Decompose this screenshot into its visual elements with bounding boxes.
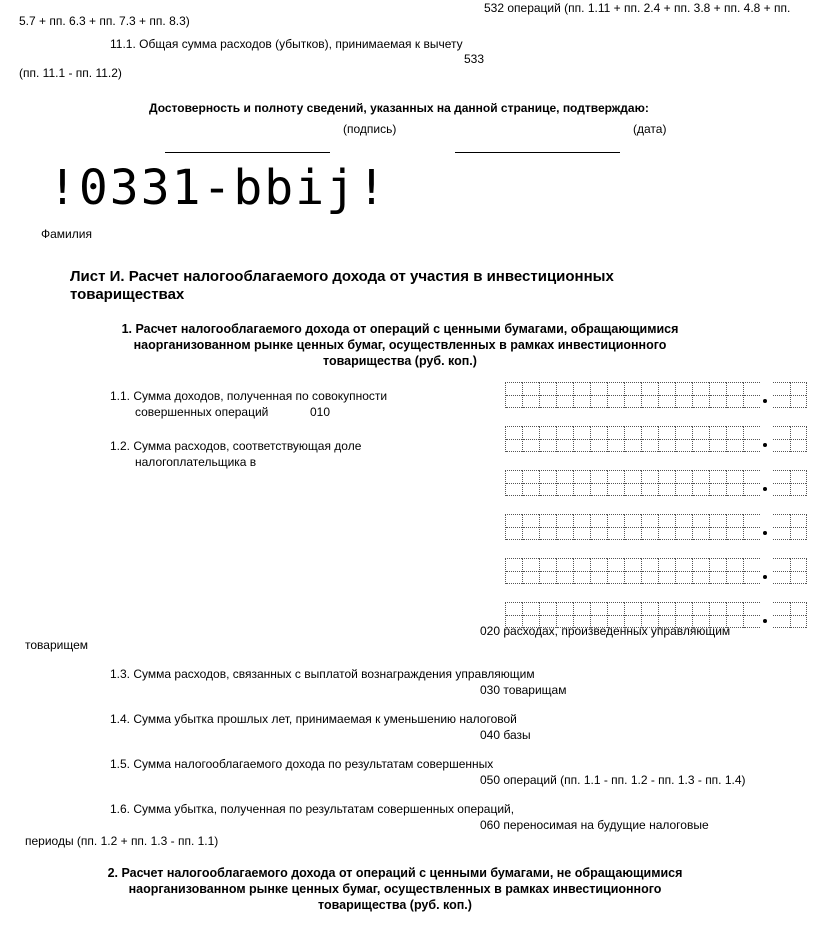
sheet-title [70, 268, 614, 304]
digit-cell[interactable] [624, 426, 641, 452]
digit-cell[interactable] [573, 382, 590, 408]
digit-cell[interactable] [743, 602, 760, 628]
digit-cell[interactable] [658, 558, 675, 584]
code-533: 533 [464, 52, 485, 66]
decimal-point [763, 575, 767, 579]
digit-cell[interactable] [607, 426, 624, 452]
field-040[interactable] [505, 514, 816, 540]
digit-cell[interactable] [607, 382, 624, 408]
digit-cell[interactable] [692, 382, 709, 408]
digit-cell[interactable] [773, 382, 790, 408]
digit-cell[interactable] [607, 470, 624, 496]
item-040-text: 040 базы [480, 728, 531, 742]
digit-cell[interactable] [773, 602, 790, 628]
digit-cell[interactable] [743, 470, 760, 496]
confirmation-statement: Достоверность и полноту сведений, указанных на данной странице, подтверждаю: [149, 101, 649, 115]
field-030[interactable] [505, 470, 816, 496]
section-2-title [90, 865, 700, 913]
digit-cell[interactable] [709, 382, 726, 408]
digit-cell[interactable] [641, 558, 658, 584]
digit-cell[interactable] [641, 426, 658, 452]
date-line[interactable] [455, 152, 620, 153]
code-010: 010 [310, 405, 331, 419]
digit-cell[interactable] [790, 426, 807, 452]
digit-cell[interactable] [692, 514, 709, 540]
digit-cell[interactable] [726, 514, 743, 540]
digit-cell[interactable] [726, 382, 743, 408]
digit-cell[interactable] [773, 470, 790, 496]
decimal-point [763, 443, 767, 447]
digit-cell[interactable] [692, 470, 709, 496]
digit-cell[interactable] [522, 514, 539, 540]
digit-cell[interactable] [658, 382, 675, 408]
digit-cell[interactable] [522, 470, 539, 496]
digit-cell[interactable] [773, 514, 790, 540]
digit-cell[interactable] [675, 514, 692, 540]
field-020[interactable] [505, 426, 816, 452]
digit-cell[interactable] [590, 382, 607, 408]
digit-cell[interactable] [556, 470, 573, 496]
item-532-text: 532 операций (пп. 1.11 + пп. 2.4 + пп. 3.8 + пп. 4.8 + пп. [484, 1, 791, 15]
digit-cell[interactable] [709, 426, 726, 452]
digit-cell[interactable] [573, 426, 590, 452]
item-1-1-line1: 1.1. Сумма доходов, полученная по совокупности [110, 389, 388, 403]
digit-cell[interactable] [505, 558, 522, 584]
digit-cell[interactable] [556, 426, 573, 452]
digit-cell[interactable] [590, 470, 607, 496]
section-2-title-line3: товарищества (руб. коп.) [318, 898, 472, 912]
digit-cell[interactable] [743, 426, 760, 452]
digit-cell[interactable] [726, 558, 743, 584]
digit-cell[interactable] [624, 382, 641, 408]
item-11-1-text: 11.1. Общая сумма расходов (убытков), принимаемая к вычету [110, 37, 463, 51]
digit-cell[interactable] [675, 470, 692, 496]
item-1-4-text: 1.4. Сумма убытка прошлых лет, принимаемая к уменьшению налоговой [110, 712, 517, 726]
signature-label: (подпись) [343, 122, 397, 136]
digit-cell[interactable] [573, 514, 590, 540]
digit-cell[interactable] [641, 382, 658, 408]
section-1-title-line3: товарищества (руб. коп.) [323, 354, 477, 368]
digit-cell[interactable] [773, 558, 790, 584]
digit-cell[interactable] [675, 382, 692, 408]
digit-cell[interactable] [522, 426, 539, 452]
item-532-continuation: 5.7 + пп. 6.3 + пп. 7.3 + пп. 8.3) [19, 14, 190, 28]
digit-cell[interactable] [743, 558, 760, 584]
item-050-text: 050 операций (пп. 1.1 - пп. 1.2 - пп. 1.3 - пп. 1.4) [480, 773, 746, 787]
digit-cell[interactable] [790, 558, 807, 584]
section-2-title-line2: наорганизованном рынке ценных бумаг, осуществленных в рамках инвестиционного [128, 882, 662, 896]
digit-cell[interactable] [539, 558, 556, 584]
digit-cell[interactable] [692, 558, 709, 584]
digit-cell[interactable] [573, 558, 590, 584]
digit-cell[interactable] [743, 382, 760, 408]
digit-cell[interactable] [709, 514, 726, 540]
digit-cell[interactable] [692, 426, 709, 452]
decimal-point [763, 619, 767, 623]
item-1-6-text: 1.6. Сумма убытка, полученная по результатам совершенных операций, [110, 802, 515, 816]
decimal-point [763, 531, 767, 535]
digit-cell[interactable] [607, 514, 624, 540]
item-1-3-text: 1.3. Сумма расходов, связанных с выплатой вознаграждения управляющим [110, 667, 535, 681]
digit-cell[interactable] [522, 382, 539, 408]
item-1-1-line2: совершенных операций [135, 405, 269, 419]
digit-cell[interactable] [522, 558, 539, 584]
digit-cell[interactable] [709, 470, 726, 496]
digit-cell[interactable] [641, 470, 658, 496]
digit-cell[interactable] [743, 514, 760, 540]
digit-cell[interactable] [539, 426, 556, 452]
section-1-title-line1: 1. Расчет налогооблагаемого дохода от операций с ценными бумагами, обращающимися [121, 322, 679, 336]
surname-label: Фамилия [41, 227, 92, 241]
item-060-text: 060 переносимая на будущие налоговые [480, 818, 709, 832]
digit-cell[interactable] [505, 426, 522, 452]
signature-line[interactable] [165, 152, 330, 153]
item-020-text: 020 расходах, произведенных управляющим [480, 624, 731, 638]
digit-cell[interactable] [709, 558, 726, 584]
item-060-continuation: периоды (пп. 1.2 + пп. 1.3 - пп. 1.1) [25, 834, 219, 848]
digit-cell[interactable] [556, 382, 573, 408]
digit-cell[interactable] [539, 514, 556, 540]
digit-cell[interactable] [675, 426, 692, 452]
item-1-5-text: 1.5. Сумма налогооблагаемого дохода по результатам совершенных [110, 757, 494, 771]
digit-cell[interactable] [556, 514, 573, 540]
digit-cell[interactable] [790, 602, 807, 628]
section-2-title-line1: 2. Расчет налогооблагаемого дохода от операций с ценными бумагами, не обращающимися [107, 866, 683, 880]
digit-cell[interactable] [726, 426, 743, 452]
sheet-title-line1: Лист И. Расчет налогооблагаемого дохода от участия в инвестиционных [70, 268, 614, 285]
digit-cell[interactable] [726, 470, 743, 496]
digit-cell[interactable] [539, 382, 556, 408]
item-030-text: 030 товарищам [480, 683, 567, 697]
barcode: !0331-bbij! [48, 160, 388, 216]
item-11-ref: (пп. 11.1 - пп. 11.2) [19, 66, 122, 80]
digit-cell[interactable] [624, 470, 641, 496]
decimal-point [763, 399, 767, 403]
item-020-continuation: товарищем [25, 638, 88, 652]
digit-cell[interactable] [624, 514, 641, 540]
sheet-title-line2: товариществах [70, 286, 185, 303]
digit-cell[interactable] [505, 470, 522, 496]
digit-cell[interactable] [658, 470, 675, 496]
decimal-point [763, 487, 767, 491]
digit-cell[interactable] [641, 514, 658, 540]
digit-cell[interactable] [773, 426, 790, 452]
digit-cell[interactable] [505, 514, 522, 540]
digit-cell[interactable] [556, 558, 573, 584]
field-050[interactable] [505, 558, 816, 584]
digit-cell[interactable] [539, 470, 556, 496]
digit-cell[interactable] [658, 426, 675, 452]
digit-cell[interactable] [790, 514, 807, 540]
digit-cell[interactable] [590, 558, 607, 584]
item-1-2-line1: 1.2. Сумма расходов, соответствующая доле [110, 439, 362, 453]
field-010[interactable] [505, 382, 816, 408]
digit-cell[interactable] [607, 558, 624, 584]
section-1-title-line2: наорганизованном рынке ценных бумаг, осуществленных в рамках инвестиционного [133, 338, 667, 352]
digit-cell[interactable] [590, 514, 607, 540]
digit-cell[interactable] [505, 382, 522, 408]
digit-cell[interactable] [658, 514, 675, 540]
digit-cell[interactable] [624, 558, 641, 584]
digit-cell[interactable] [790, 470, 807, 496]
section-1-title [100, 321, 700, 369]
item-1-2-line2: налогоплательщика в [135, 455, 257, 469]
digit-cell[interactable] [573, 470, 590, 496]
digit-cell[interactable] [790, 382, 807, 408]
digit-cell[interactable] [590, 426, 607, 452]
digit-cell[interactable] [675, 558, 692, 584]
date-label: (дата) [633, 122, 667, 136]
